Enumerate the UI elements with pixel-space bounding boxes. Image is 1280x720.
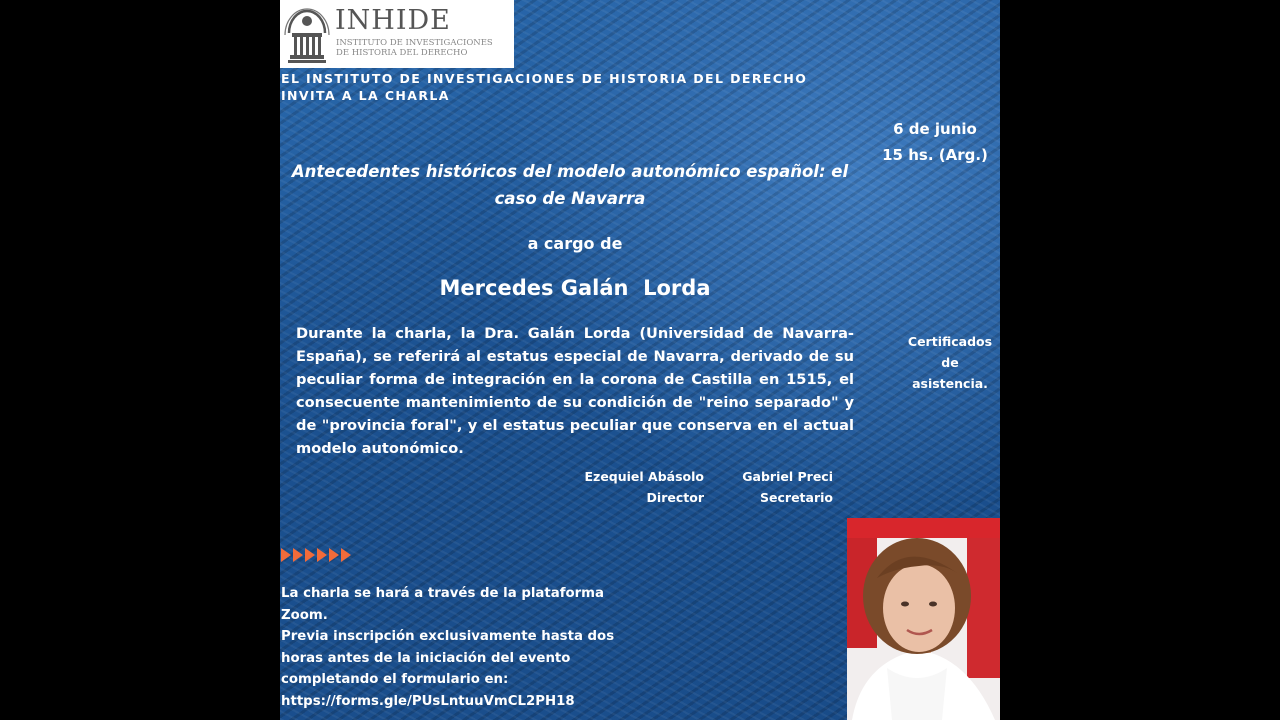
logo-name: INHIDE: [335, 5, 451, 36]
registration-info: [281, 583, 621, 712]
arrow-right-icon: [317, 548, 327, 562]
arrow-right-icon: [329, 548, 339, 562]
event-time: 15 hs. (Arg.): [882, 146, 988, 164]
arrow-right-icon: [305, 548, 315, 562]
arrow-right-icon: [281, 548, 291, 562]
info-line4: horas antes de la iniciación del evento: [281, 650, 571, 666]
info-line3: Previa inscripción exclusivamente hasta dos: [281, 629, 615, 644]
event-poster: [280, 0, 1000, 720]
speaker-portrait-image: [847, 518, 1000, 720]
secretary-name: Gabriel Preci: [742, 469, 833, 484]
logo-subtitle-line2: DE HISTORIA DEL DERECHO: [336, 48, 468, 58]
talk-title-line1: Antecedentes históricos del modelo autonómico español: el: [291, 162, 849, 181]
signature-secretary: [742, 466, 833, 508]
by-label: a cargo de: [527, 234, 623, 253]
secretary-role: Secretario: [760, 490, 833, 505]
event-day: 6 de junio: [893, 120, 977, 138]
talk-title-line2: caso de Navarra: [494, 189, 646, 208]
speaker-photo: [847, 518, 1000, 720]
header-line2: INVITA A LA CHARLA: [281, 88, 450, 103]
talk-description: Durante la charla, la Dra. Galán Lorda (Universidad de Navarra-España), se referirá al estatus especial de Navarra, derivado de su peculiar forma de integración en la corona de Castilla en 1515, el consecuente mantenimiento de su condición de "reino separado" y de "provincia foral", y el estatus peculiar que conserva en el actual modelo autonómico.: [296, 325, 854, 457]
inhide-logo: [280, 0, 514, 68]
info-line1: La charla se hará a través de la plataforma: [281, 586, 605, 601]
certificates-line1: Certificados: [907, 334, 993, 349]
registration-link[interactable]: https://forms.gle/PUsLntuuVmCL2PH18: [281, 693, 575, 709]
talk-title: [290, 158, 850, 212]
header-line1: EL INSTITUTO DE INVESTIGACIONES DE HISTORIA DEL DERECHO: [281, 71, 808, 86]
signature-director: [585, 466, 705, 508]
logo-subtitle: [336, 38, 512, 58]
arrow-right-icon: [341, 548, 351, 562]
institute-emblem-icon: [283, 3, 331, 65]
logo-subtitle-line1: INSTITUTO DE INVESTIGACIONES: [336, 38, 493, 48]
event-date: [860, 116, 1000, 168]
info-line2: Zoom.: [281, 607, 328, 623]
info-line5: completando el formulario en:: [281, 672, 509, 687]
speaker-name: Mercedes Galán Lorda: [439, 276, 711, 300]
arrow-right-icon: [281, 548, 351, 562]
certificates-note: [894, 331, 1000, 394]
arrow-right-icon: [293, 548, 303, 562]
director-role: Director: [646, 490, 704, 505]
certificates-line2: de: [941, 355, 959, 370]
certificates-line3: asistencia.: [912, 376, 988, 391]
director-name: Ezequiel Abásolo: [584, 469, 704, 484]
